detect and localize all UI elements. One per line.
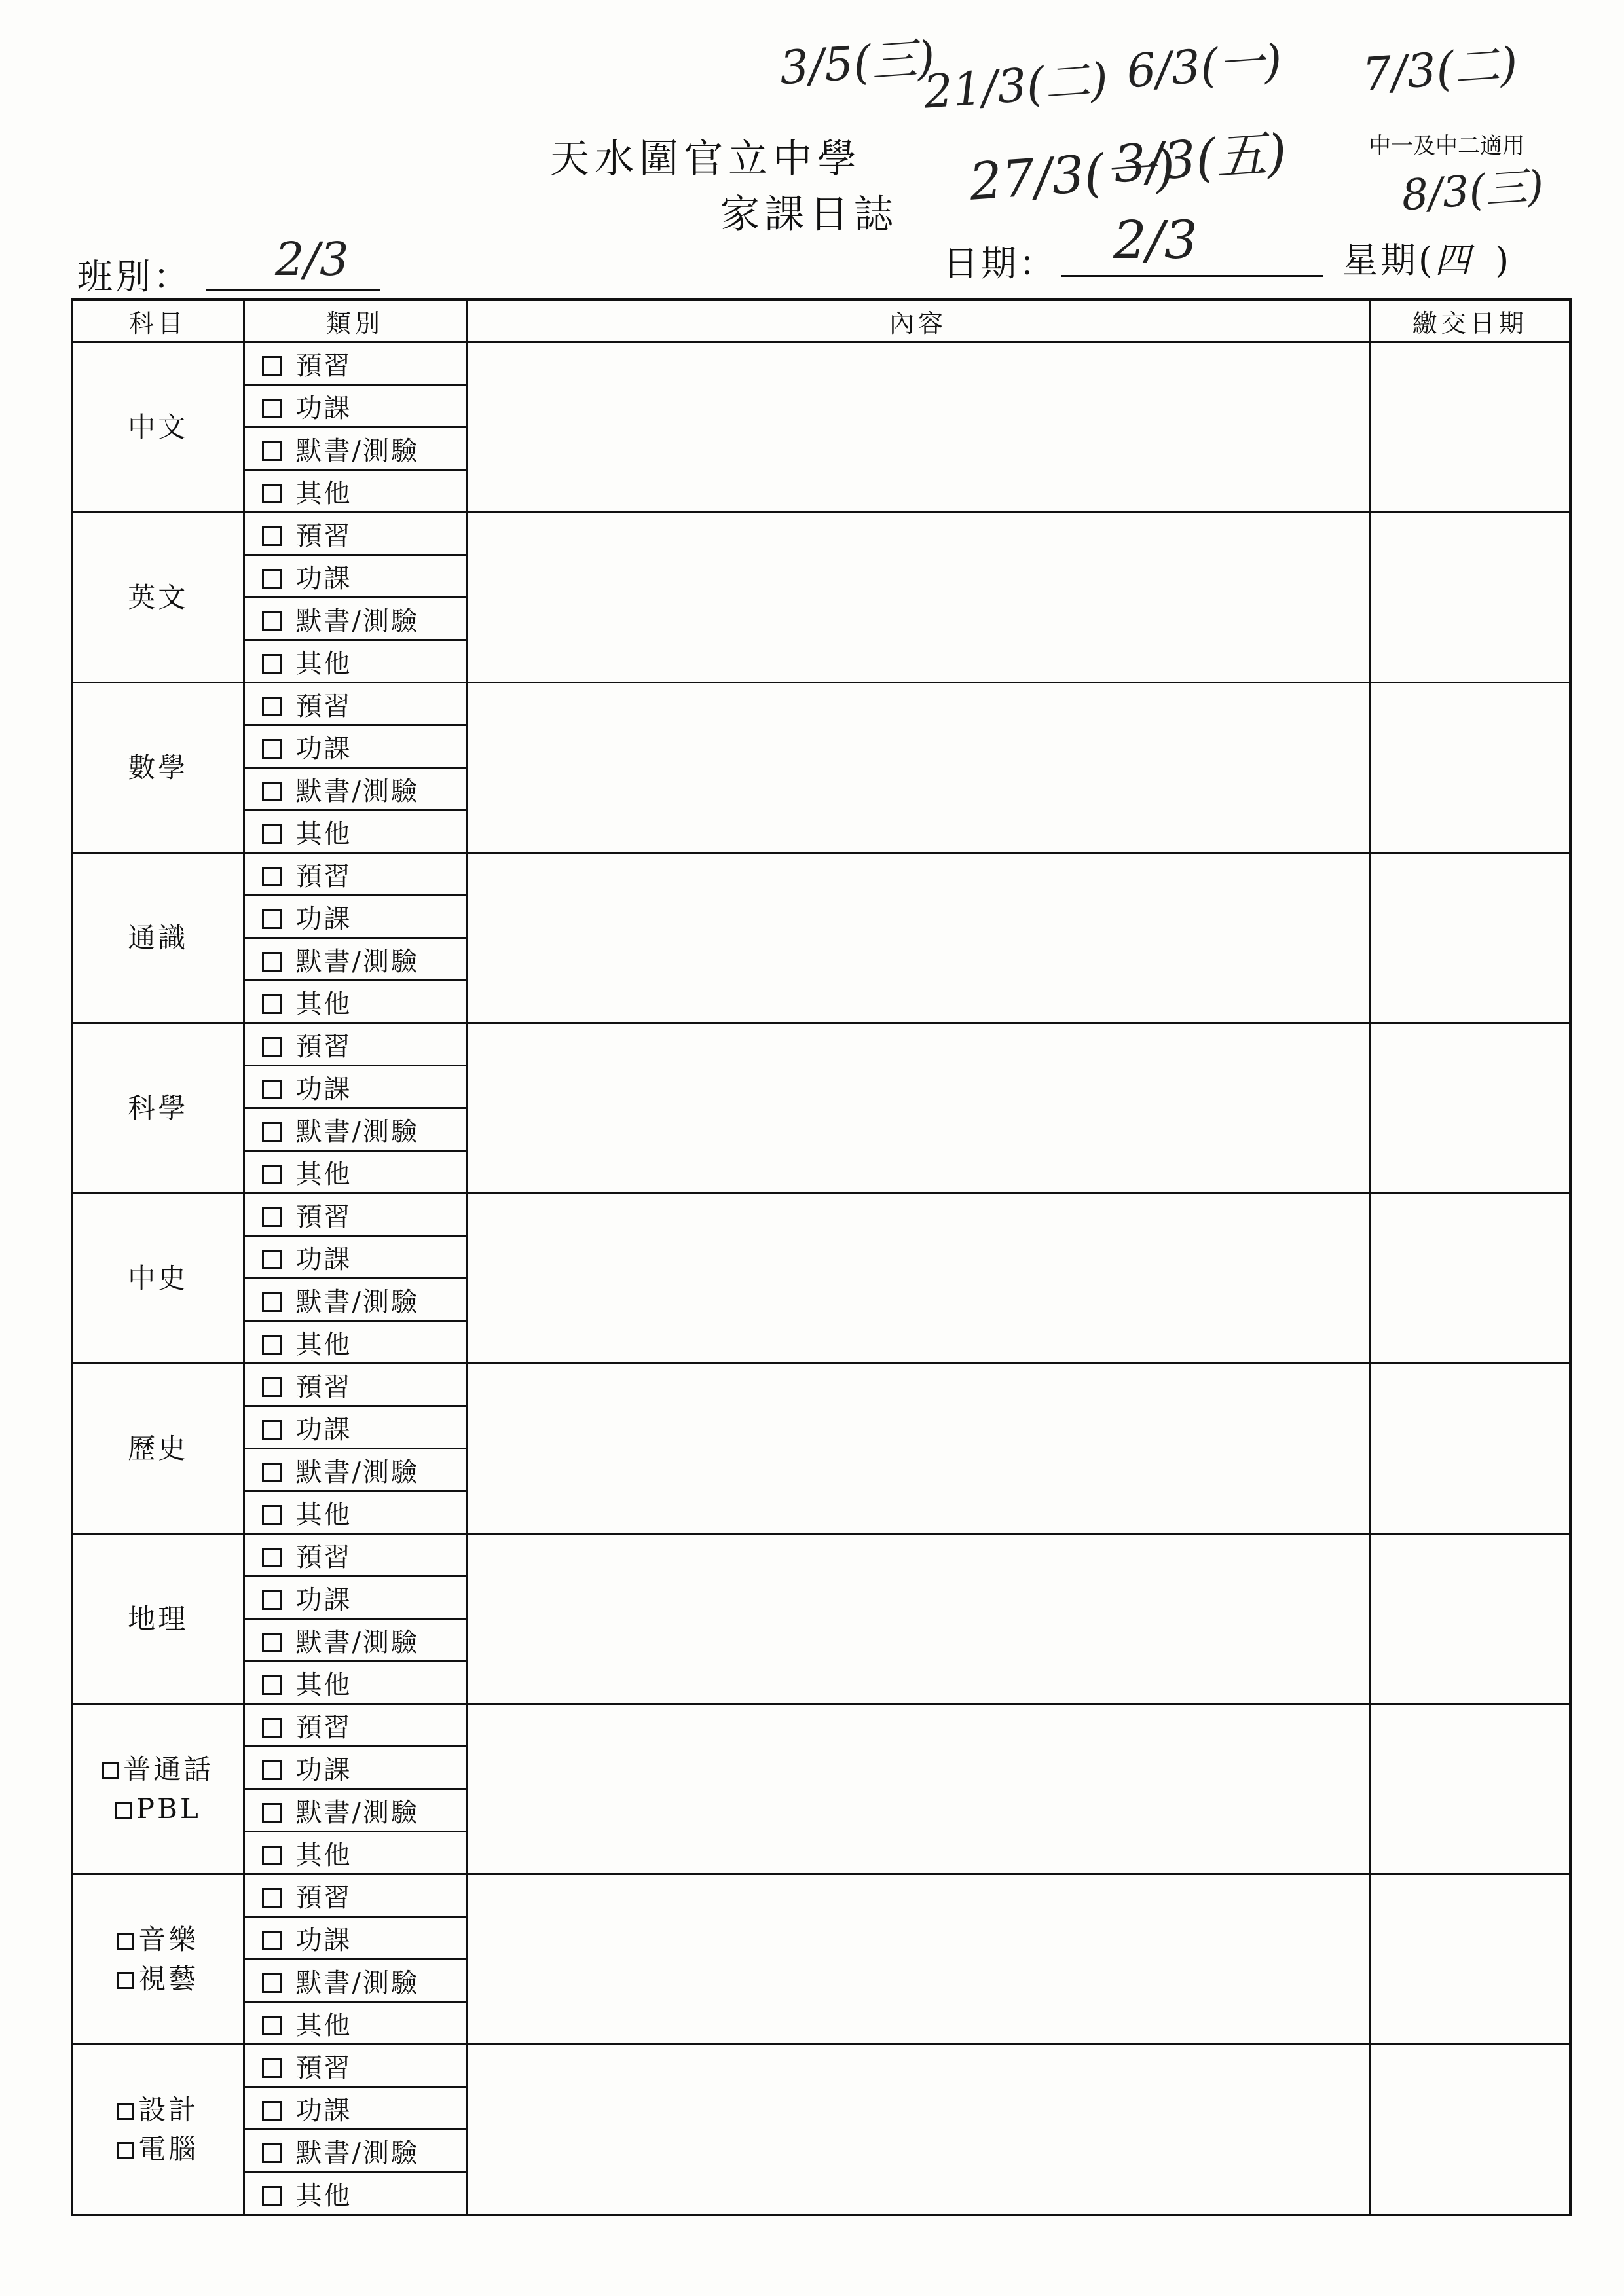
subject-checkbox[interactable] xyxy=(117,2103,134,2120)
category-label: 默書/測驗 xyxy=(295,1286,419,1317)
category-label: 默書/測驗 xyxy=(295,606,419,636)
category-checkbox[interactable] xyxy=(262,782,282,801)
category-checkbox[interactable] xyxy=(262,1675,282,1695)
due-date-field[interactable] xyxy=(1370,342,1570,513)
table-row xyxy=(72,683,1570,725)
subject-name: 英文 xyxy=(128,581,189,613)
category-checkbox[interactable] xyxy=(262,2016,282,2035)
class-label: 班別： xyxy=(77,256,191,297)
category-checkbox[interactable] xyxy=(262,569,282,589)
category-checkbox[interactable] xyxy=(262,1548,282,1567)
table-header-row xyxy=(72,299,1570,342)
subject-line xyxy=(73,408,243,447)
category-checkbox[interactable] xyxy=(262,1420,282,1440)
category-label: 功課 xyxy=(295,903,352,934)
weekday-field xyxy=(1342,232,1511,283)
category-cell xyxy=(244,725,466,768)
category-label: 預習 xyxy=(295,1372,352,1402)
subject-line xyxy=(73,1089,243,1128)
category-checkbox[interactable] xyxy=(262,1633,282,1652)
category-cell xyxy=(244,1449,466,1491)
category-cell xyxy=(244,1832,466,1874)
subject-cell xyxy=(72,1023,244,1194)
content-field[interactable] xyxy=(466,342,1370,513)
category-label: 默書/測驗 xyxy=(295,1627,419,1658)
content-field[interactable] xyxy=(466,1023,1370,1194)
category-checkbox[interactable] xyxy=(262,484,282,503)
category-label: 其他 xyxy=(295,818,352,849)
due-date-field[interactable] xyxy=(1370,2045,1570,2215)
category-label: 預習 xyxy=(295,861,352,892)
subject-line xyxy=(73,2090,243,2130)
subject-cell xyxy=(72,1194,244,1364)
subject-name: 地理 xyxy=(128,1602,189,1635)
weekday-value: 四 xyxy=(1435,240,1473,281)
category-label: 其他 xyxy=(295,1669,352,1700)
subject-name: 數學 xyxy=(128,751,189,784)
subject-cell xyxy=(72,853,244,1023)
category-label: 功課 xyxy=(295,1755,352,1785)
category-label: 默書/測驗 xyxy=(295,1116,419,1147)
subject-cell xyxy=(72,2045,244,2215)
subject-cell xyxy=(72,1874,244,2045)
category-checkbox[interactable] xyxy=(262,1335,282,1355)
subject-line xyxy=(73,2130,243,2169)
category-checkbox[interactable] xyxy=(262,611,282,631)
category-checkbox[interactable] xyxy=(262,1931,282,1950)
subject-line xyxy=(73,748,243,788)
category-label: 預習 xyxy=(295,350,352,381)
subject-line xyxy=(73,1920,243,1959)
category-cell xyxy=(244,1108,466,1151)
category-cell xyxy=(244,1194,466,1236)
category-cell xyxy=(244,981,466,1023)
category-checkbox[interactable] xyxy=(262,1292,282,1312)
category-checkbox[interactable] xyxy=(262,1718,282,1738)
content-field[interactable] xyxy=(466,513,1370,683)
subject-line xyxy=(73,1959,243,1999)
category-cell xyxy=(244,1704,466,1747)
category-label: 預習 xyxy=(295,1882,352,1913)
category-cell xyxy=(244,1959,466,2002)
table-row xyxy=(72,513,1570,555)
category-label: 默書/測驗 xyxy=(295,435,419,466)
category-label: 其他 xyxy=(295,2180,352,2211)
category-label: 預習 xyxy=(295,1031,352,1062)
category-checkbox[interactable] xyxy=(262,1037,282,1057)
subject-checkbox[interactable] xyxy=(117,2142,134,2159)
category-cell xyxy=(244,555,466,598)
subject-name: PBL xyxy=(136,1792,201,1825)
category-checkbox[interactable] xyxy=(262,654,282,674)
category-cell xyxy=(244,2002,466,2045)
subject-name: 普通話 xyxy=(123,1753,214,1785)
table-row xyxy=(72,1874,1570,1917)
category-checkbox[interactable] xyxy=(262,909,282,929)
due-date-field[interactable] xyxy=(1370,853,1570,1023)
category-label: 默書/測驗 xyxy=(295,1457,419,1487)
handwritten-date: 6/3(一) xyxy=(1124,33,1284,99)
category-checkbox[interactable] xyxy=(262,1888,282,1908)
subject-name: 中文 xyxy=(128,410,189,443)
category-cell xyxy=(244,811,466,853)
category-checkbox[interactable] xyxy=(262,1505,282,1525)
category-cell xyxy=(244,1321,466,1364)
table-row xyxy=(72,1534,1570,1576)
category-cell xyxy=(244,1662,466,1704)
subject-checkbox[interactable] xyxy=(117,1972,134,1989)
category-label: 默書/測驗 xyxy=(295,776,419,807)
category-checkbox[interactable] xyxy=(262,2058,282,2078)
class-value: 2/3 xyxy=(275,232,349,286)
date-label: 日期： xyxy=(943,243,1057,284)
category-label: 其他 xyxy=(295,1329,352,1360)
due-date-field[interactable] xyxy=(1370,1364,1570,1534)
category-label: 功課 xyxy=(295,1584,352,1615)
category-label: 其他 xyxy=(295,648,352,679)
class-underline xyxy=(206,289,380,291)
due-date-field[interactable] xyxy=(1370,1874,1570,2045)
category-cell xyxy=(244,1023,466,1066)
category-checkbox[interactable] xyxy=(262,1207,282,1227)
category-cell xyxy=(244,342,466,385)
category-cell xyxy=(244,2130,466,2172)
table-row xyxy=(72,1023,1570,1066)
category-cell xyxy=(244,470,466,513)
subject-line xyxy=(73,1259,243,1298)
category-checkbox[interactable] xyxy=(262,1377,282,1397)
category-checkbox[interactable] xyxy=(262,1463,282,1482)
category-cell xyxy=(244,428,466,470)
content-field[interactable] xyxy=(466,1364,1370,1534)
subject-cell xyxy=(72,342,244,513)
category-checkbox[interactable] xyxy=(262,1973,282,1993)
category-cell xyxy=(244,1364,466,1406)
table-row xyxy=(72,853,1570,896)
category-checkbox[interactable] xyxy=(262,2101,282,2121)
subject-cell xyxy=(72,683,244,853)
category-cell xyxy=(244,853,466,896)
subject-line xyxy=(73,1429,243,1468)
subject-name: 音樂 xyxy=(138,1923,199,1956)
category-cell xyxy=(244,1236,466,1279)
category-cell xyxy=(244,385,466,428)
header-due-date: 繳交日期 xyxy=(1370,299,1570,342)
category-checkbox[interactable] xyxy=(262,952,282,972)
header-content: 內容 xyxy=(466,299,1370,342)
subject-line xyxy=(73,578,243,617)
subject-line xyxy=(73,1599,243,1639)
category-cell xyxy=(244,1747,466,1789)
category-cell xyxy=(244,513,466,555)
category-checkbox[interactable] xyxy=(262,356,282,376)
date-value: 2/3 xyxy=(1113,210,1198,270)
category-cell xyxy=(244,1406,466,1449)
category-cell xyxy=(244,1151,466,1194)
subject-name: 中史 xyxy=(128,1262,189,1294)
category-checkbox[interactable] xyxy=(262,1590,282,1610)
category-cell xyxy=(244,938,466,981)
category-cell xyxy=(244,2087,466,2130)
subject-name: 通識 xyxy=(128,921,189,954)
category-checkbox[interactable] xyxy=(262,526,282,546)
category-checkbox[interactable] xyxy=(262,994,282,1014)
category-label: 默書/測驗 xyxy=(295,1797,419,1828)
subject-line xyxy=(73,1789,243,1829)
subject-name: 歷史 xyxy=(128,1432,189,1465)
category-cell xyxy=(244,896,466,938)
category-cell xyxy=(244,1534,466,1576)
category-label: 默書/測驗 xyxy=(295,946,419,977)
due-date-field[interactable] xyxy=(1370,513,1570,683)
category-cell xyxy=(244,1619,466,1662)
category-checkbox[interactable] xyxy=(262,1803,282,1823)
subject-name: 視藝 xyxy=(138,1962,199,1995)
category-label: 預習 xyxy=(295,691,352,721)
category-cell xyxy=(244,1874,466,1917)
category-label: 預習 xyxy=(295,1712,352,1743)
category-label: 功課 xyxy=(295,2095,352,2126)
handwritten-date: 27/3(一) xyxy=(967,139,1177,212)
due-date-field[interactable] xyxy=(1370,1704,1570,1874)
category-label: 功課 xyxy=(295,1414,352,1445)
category-cell xyxy=(244,640,466,683)
category-label: 功課 xyxy=(295,393,352,424)
category-cell xyxy=(244,2045,466,2087)
category-label: 功課 xyxy=(295,1925,352,1956)
category-label: 其他 xyxy=(295,1499,352,1530)
handwritten-date: 3/3(五) xyxy=(1111,123,1289,195)
category-cell xyxy=(244,1917,466,1959)
subject-checkbox[interactable] xyxy=(102,1762,119,1779)
date-underline xyxy=(1061,275,1323,277)
category-label: 預習 xyxy=(295,1542,352,1573)
table-row xyxy=(72,1364,1570,1406)
category-checkbox[interactable] xyxy=(262,697,282,716)
table-row xyxy=(72,342,1570,385)
category-label: 預習 xyxy=(295,1201,352,1232)
category-checkbox[interactable] xyxy=(262,824,282,844)
category-checkbox[interactable] xyxy=(262,1760,282,1780)
category-label: 功課 xyxy=(295,733,352,764)
category-checkbox[interactable] xyxy=(262,1250,282,1269)
due-date-field[interactable] xyxy=(1370,1534,1570,1704)
subject-name: 科學 xyxy=(128,1091,189,1124)
category-label: 其他 xyxy=(295,989,352,1019)
content-field[interactable] xyxy=(466,683,1370,853)
subject-cell xyxy=(72,1704,244,1874)
category-checkbox[interactable] xyxy=(262,1846,282,1865)
subject-name: 電腦 xyxy=(138,2132,199,2165)
category-cell xyxy=(244,598,466,640)
handwritten-date: 8/3(三) xyxy=(1400,162,1545,221)
category-checkbox[interactable] xyxy=(262,399,282,418)
category-cell xyxy=(244,1789,466,1832)
subject-checkbox[interactable] xyxy=(115,1802,132,1819)
category-checkbox[interactable] xyxy=(262,1122,282,1142)
due-date-field[interactable] xyxy=(1370,1023,1570,1194)
category-cell xyxy=(244,768,466,811)
subject-cell xyxy=(72,1364,244,1534)
table-row xyxy=(72,1194,1570,1236)
header-category: 類別 xyxy=(244,299,466,342)
content-field[interactable] xyxy=(466,1704,1370,1874)
category-checkbox[interactable] xyxy=(262,1165,282,1184)
category-checkbox[interactable] xyxy=(262,867,282,886)
subject-line xyxy=(73,919,243,958)
form-title: 家課日誌 xyxy=(720,192,898,238)
category-label: 功課 xyxy=(295,563,352,594)
handwritten-date: 7/3(二) xyxy=(1360,37,1520,102)
category-label: 功課 xyxy=(295,1074,352,1104)
category-cell xyxy=(244,1576,466,1619)
category-cell xyxy=(244,1066,466,1108)
homework-table xyxy=(71,298,1572,2216)
category-checkbox[interactable] xyxy=(262,739,282,759)
category-checkbox[interactable] xyxy=(262,1080,282,1099)
due-date-field[interactable] xyxy=(1370,1194,1570,1364)
category-checkbox[interactable] xyxy=(262,2186,282,2206)
category-label: 其他 xyxy=(295,1159,352,1190)
category-label: 預習 xyxy=(295,2052,352,2083)
content-field[interactable] xyxy=(466,1194,1370,1364)
category-label: 其他 xyxy=(295,2010,352,2041)
school-name: 天水圍官立中學 xyxy=(550,136,862,182)
category-label: 默書/測驗 xyxy=(295,1967,419,1998)
content-field[interactable] xyxy=(466,1874,1370,2045)
subject-name: 設計 xyxy=(138,2093,199,2126)
applicable-note: 中一及中二適用 xyxy=(1369,133,1524,159)
category-cell xyxy=(244,683,466,725)
subject-cell xyxy=(72,1534,244,1704)
handwritten-date: 21/3(二) xyxy=(921,52,1110,119)
content-field[interactable] xyxy=(466,1534,1370,1704)
category-label: 默書/測驗 xyxy=(295,2138,419,2168)
category-checkbox[interactable] xyxy=(262,2143,282,2163)
content-field[interactable] xyxy=(466,853,1370,1023)
weekday-label-close: ) xyxy=(1495,240,1512,281)
category-cell xyxy=(244,1491,466,1534)
handwritten-date: 3/5(三) xyxy=(777,30,937,96)
category-label: 其他 xyxy=(295,1840,352,1870)
category-label: 其他 xyxy=(295,478,352,509)
content-field[interactable] xyxy=(466,2045,1370,2215)
header-subject: 科目 xyxy=(72,299,244,342)
subject-cell xyxy=(72,513,244,683)
due-date-field[interactable] xyxy=(1370,683,1570,853)
category-checkbox[interactable] xyxy=(262,441,282,461)
category-cell xyxy=(244,2172,466,2215)
category-label: 預習 xyxy=(295,520,352,551)
subject-checkbox[interactable] xyxy=(117,1933,134,1950)
category-cell xyxy=(244,1279,466,1321)
subject-line xyxy=(73,1750,243,1789)
category-label: 功課 xyxy=(295,1244,352,1275)
table-row xyxy=(72,1704,1570,1747)
table-row xyxy=(72,2045,1570,2087)
weekday-label-open: 星期( xyxy=(1342,240,1435,281)
